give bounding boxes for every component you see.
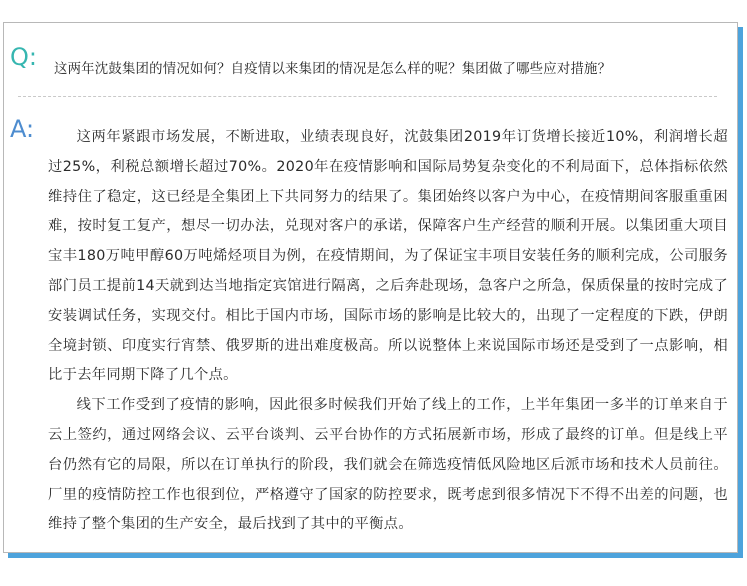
question-row [4, 23, 737, 95]
question-text: 这两年沈鼓集团的情况如何？自疫情以来集团的情况是怎么样的呢？集团做了哪些应对措施？ [54, 62, 612, 77]
answer-paragraph-1: 这两年紧跟市场发展，不断进取，业绩表现良好，沈鼓集团2019年订货增长接近10%，利润增长超过25%，利税总额增长超过70%。2020年在疫情影响和国际局势复杂变化的不利局面下，总体指标依然维持住了稳定，这已经是全集团上下共同努力的结果了。集团始终以客户为中心，在疫情期间客服重重困难，按时复工复产，想尽一切办法，兑现对客户的承诺，保障客户生产经营的顺利开展。以集团重大项目宝丰180万吨甲醇60万吨烯烃项目为例，在疫情期间，为了保证宝丰项目安装任务的顺利完成，公司服务部门员工提前14天就到达当地指定宾馆进行隔离，之后奔赴现场，急客户之所急，保质保量的按时完成了安装调试任务，实现交付。相比于国内市场，国际市场的影响是比较大的，出现了一定程度的下跌，伊朗全境封锁、印度实行宵禁、俄罗斯的进出难度极高。所以说整体上来说国际市场还是受到了一点影响，相比于去年同期下降了几个点。 [48, 129, 728, 384]
dashed-divider [18, 96, 717, 97]
qa-card [3, 22, 738, 553]
question-marker: Q: [10, 43, 37, 71]
answer-marker: A: [10, 115, 35, 143]
answer-paragraph-2: 线下工作受到了疫情的影响，因此很多时候我们开始了线上的工作，上半年集团一多半的订单来自于云上签约，通过网络会议、云平台谈判、云平台协作的方式拓展新市场，形成了最终的订单。但是线上平台仍然有它的局限，所以在订单执行的阶段，我们就会在筛选疫情低风险地区后派市场和技术人员前往。厂里的疫情防控工作也很到位，严格遵守了国家的防控要求，既考虑到很多情况下不得不出差的问题，也维持了整个集团的生产安全，最后找到了其中的平衡点。 [48, 397, 728, 533]
answer-body [48, 123, 728, 540]
